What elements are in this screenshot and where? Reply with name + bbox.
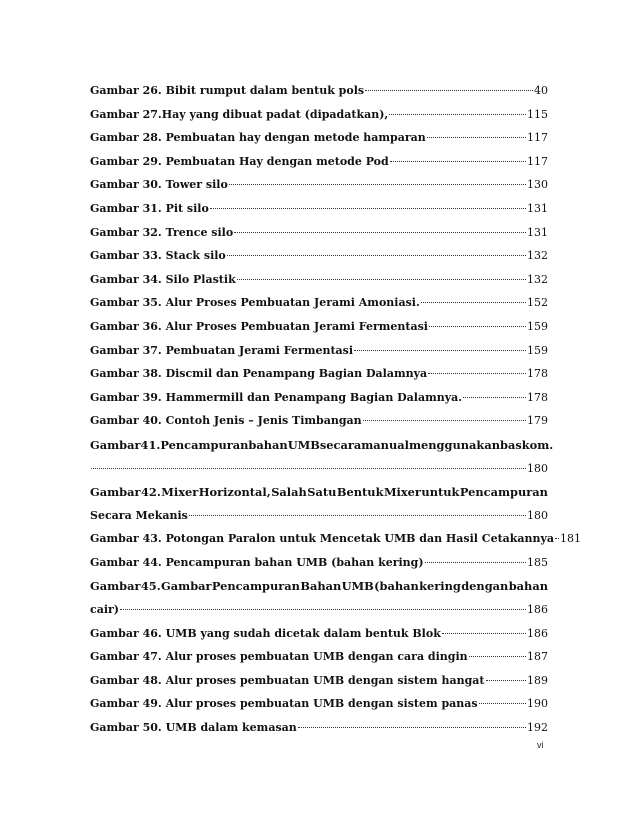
toc-entry-word: Salah — [271, 485, 307, 500]
toc-entry-label: Gambar 33. Stack silo — [90, 249, 226, 263]
dot-leader — [354, 350, 526, 351]
toc-entry-word: manual — [361, 437, 409, 452]
toc-entry[interactable] — [90, 84, 548, 108]
toc-entry[interactable] — [90, 131, 548, 155]
toc-entry-word: secara — [319, 437, 362, 452]
toc-entry-page: 132 — [527, 249, 548, 263]
toc-entry[interactable] — [90, 391, 548, 415]
toc-entry-label: Gambar 48. Alur proses pembuatan UMB dengan sistem hangat — [90, 673, 485, 687]
dot-leader — [120, 609, 526, 610]
toc-entry[interactable] — [90, 108, 548, 132]
toc-entry-page: 159 — [527, 343, 548, 357]
toc-entry-page: 159 — [527, 319, 548, 333]
toc-entry-word: Satu — [307, 485, 337, 500]
toc-entry-label: Gambar 37. Pembuatan Jerami Fermentasi — [90, 343, 354, 357]
toc-entry-label: Gambar 50. UMB dalam kemasan — [90, 721, 297, 735]
toc-entry-page: 117 — [527, 154, 548, 168]
toc-entry-label: Gambar 34. Silo Plastik — [90, 272, 236, 286]
toc-entry-page: 132 — [527, 272, 548, 286]
dot-leader — [442, 633, 526, 634]
toc-entry-label-line1 — [90, 437, 554, 462]
toc-entry[interactable] — [90, 437, 554, 485]
toc-entry-page: 178 — [527, 390, 548, 404]
toc-entry-page: 131 — [527, 225, 548, 239]
toc-entry-page: 189 — [527, 673, 548, 687]
dot-leader — [363, 420, 526, 421]
dot-leader — [427, 137, 526, 138]
toc-entry-word: untuk — [421, 485, 460, 500]
toc-entry-word: Mixer — [383, 485, 421, 500]
toc-entry-word: 41. — [140, 437, 161, 452]
toc-entry[interactable] — [90, 273, 548, 297]
toc-entry-label: Gambar 35. Alur Proses Pembuatan Jerami Amoniasi. — [90, 296, 420, 310]
toc-entry-label: Gambar 46. UMB yang sudah dicetak dalam bentuk Blok — [90, 626, 441, 640]
toc-entry-page: 180 — [527, 508, 548, 522]
toc-entry-word: UMB — [287, 437, 320, 452]
toc-entry-label: Gambar 47. Alur proses pembuatan UMB dengan cara dingin — [90, 650, 468, 664]
dot-leader — [365, 90, 533, 91]
dot-leader — [469, 656, 526, 657]
toc-entry-label: Gambar 31. Pit silo — [90, 201, 209, 215]
list-of-figures — [90, 84, 582, 745]
toc-entry-label: Gambar 49. Alur proses pembuatan UMB dengan sistem panas — [90, 697, 478, 711]
toc-entry[interactable] — [90, 674, 548, 698]
toc-entry-label: Gambar 38. Discmil dan Penampang Bagian Dalamnya — [90, 367, 428, 381]
toc-entry[interactable] — [90, 627, 548, 651]
toc-entry-page: 186 — [527, 603, 548, 617]
toc-entry-page: 130 — [527, 178, 548, 192]
toc-entry-word: 45. — [140, 579, 161, 594]
toc-entry-label-line2 — [90, 603, 548, 627]
dot-leader — [189, 515, 526, 516]
toc-entry-label-line1 — [90, 579, 548, 603]
toc-entry[interactable] — [90, 344, 548, 368]
dot-leader — [428, 373, 526, 374]
dot-leader — [234, 232, 526, 233]
toc-entry-page: 190 — [527, 697, 548, 711]
toc-entry-label: Gambar 26. Bibit rumput dalam bentuk pols — [90, 84, 365, 97]
toc-entry[interactable] — [90, 556, 548, 580]
toc-entry-page: 179 — [527, 414, 548, 428]
toc-entry-word: bahan — [248, 437, 288, 452]
dot-leader — [210, 208, 526, 209]
toc-entry[interactable] — [90, 414, 548, 438]
toc-entry-word: Mixer — [161, 485, 199, 500]
toc-entry-label: Gambar 43. Potongan Paralon untuk Mencetak UMB dan Hasil Cetakannya — [90, 532, 555, 546]
toc-entry-word: Horizontal, — [198, 485, 271, 500]
toc-entry-word: UMB — [341, 579, 374, 594]
dot-leader — [227, 255, 526, 256]
toc-entry-label-line2 — [90, 509, 548, 533]
toc-entry[interactable] — [90, 697, 548, 721]
toc-entry-page: 187 — [527, 650, 548, 664]
toc-entry-word: (bahan — [374, 579, 419, 594]
toc-entry-label: Gambar 44. Pencampuran bahan UMB (bahan kering) — [90, 555, 424, 569]
toc-entry-word: dengan — [461, 579, 509, 594]
dot-leader — [298, 727, 526, 728]
toc-entry[interactable] — [90, 155, 548, 179]
dot-leader — [237, 279, 526, 280]
dot-leader — [429, 326, 526, 327]
toc-entry-word: Pencampuran — [211, 579, 300, 594]
toc-entry-page: 115 — [527, 107, 548, 121]
toc-entry-label: cair) — [90, 603, 120, 617]
toc-entry-word: Pencampuran — [160, 437, 249, 452]
toc-entry[interactable] — [90, 367, 548, 391]
toc-entry-word: Bahan — [300, 579, 342, 594]
dot-leader — [390, 161, 526, 162]
toc-entry-page: 152 — [527, 296, 548, 310]
toc-entry-label-line2 — [90, 462, 548, 486]
toc-entry-label-line1 — [90, 485, 548, 509]
toc-entry-word: Gambar — [90, 437, 141, 452]
dot-leader — [463, 397, 526, 398]
toc-entry-page: 131 — [527, 201, 548, 215]
toc-entry-page: 40 — [534, 84, 548, 97]
toc-entry[interactable] — [90, 296, 548, 320]
toc-entry[interactable] — [90, 249, 548, 273]
dot-leader — [479, 703, 526, 704]
dot-leader — [91, 468, 526, 469]
toc-entry-page: 117 — [527, 131, 548, 145]
toc-entry-label: Gambar 28. Pembuatan hay dengan metode hamparan — [90, 131, 426, 145]
dot-leader — [425, 562, 526, 563]
toc-entry-word: Bentuk — [336, 485, 384, 500]
toc-entry-word: bahan — [508, 579, 548, 594]
toc-entry-word: kering — [419, 579, 461, 594]
dot-leader — [229, 184, 526, 185]
toc-entry[interactable] — [90, 579, 548, 626]
toc-entry-page: 185 — [527, 555, 548, 569]
toc-entry-label: Gambar 32. Trence silo — [90, 225, 234, 239]
toc-entry-label: Gambar 39. Hammermill dan Penampang Bagian Dalamnya. — [90, 390, 463, 404]
toc-entry-label: Gambar 30. Tower silo — [90, 178, 228, 192]
toc-entry-word: Gambar — [90, 579, 141, 594]
toc-entry[interactable] — [90, 226, 548, 250]
toc-entry-page: 178 — [527, 367, 548, 381]
toc-entry-label: Gambar 40. Contoh Jenis – Jenis Timbangan — [90, 414, 362, 428]
toc-entry-label: Gambar 36. Alur Proses Pembuatan Jerami Fermentasi — [90, 319, 428, 333]
toc-entry[interactable] — [90, 650, 548, 674]
toc-entry[interactable] — [90, 485, 548, 532]
dot-leader — [421, 302, 526, 303]
toc-entry[interactable] — [90, 721, 548, 745]
dot-leader — [389, 114, 526, 115]
toc-entry-label: Secara Mekanis — [90, 508, 188, 522]
page-number: vi — [537, 740, 544, 750]
toc-entry-page: 181 — [560, 532, 582, 546]
toc-entry-word: baskom. — [499, 437, 554, 452]
toc-entry[interactable] — [90, 202, 548, 226]
toc-entry-label: Gambar 29. Pembuatan Hay dengan metode Pod — [90, 154, 389, 168]
toc-entry-label: Gambar 27.Hay yang dibuat padat (dipadatkan), — [90, 107, 389, 121]
toc-entry[interactable] — [90, 320, 548, 344]
toc-entry-word: menggunakan — [408, 437, 500, 452]
toc-entry-page: 180 — [527, 461, 548, 475]
toc-entry-word: Gambar — [90, 485, 141, 500]
dot-leader — [486, 680, 527, 681]
toc-entry-page: 192 — [527, 721, 548, 735]
dot-leader — [555, 538, 559, 539]
toc-entry-word: Pencampuran — [459, 485, 548, 500]
toc-entry[interactable] — [90, 532, 582, 556]
toc-entry-page: 186 — [527, 626, 548, 640]
toc-entry-word: 42. — [140, 485, 161, 500]
toc-entry-word: Gambar — [161, 579, 212, 594]
toc-entry[interactable] — [90, 178, 548, 202]
